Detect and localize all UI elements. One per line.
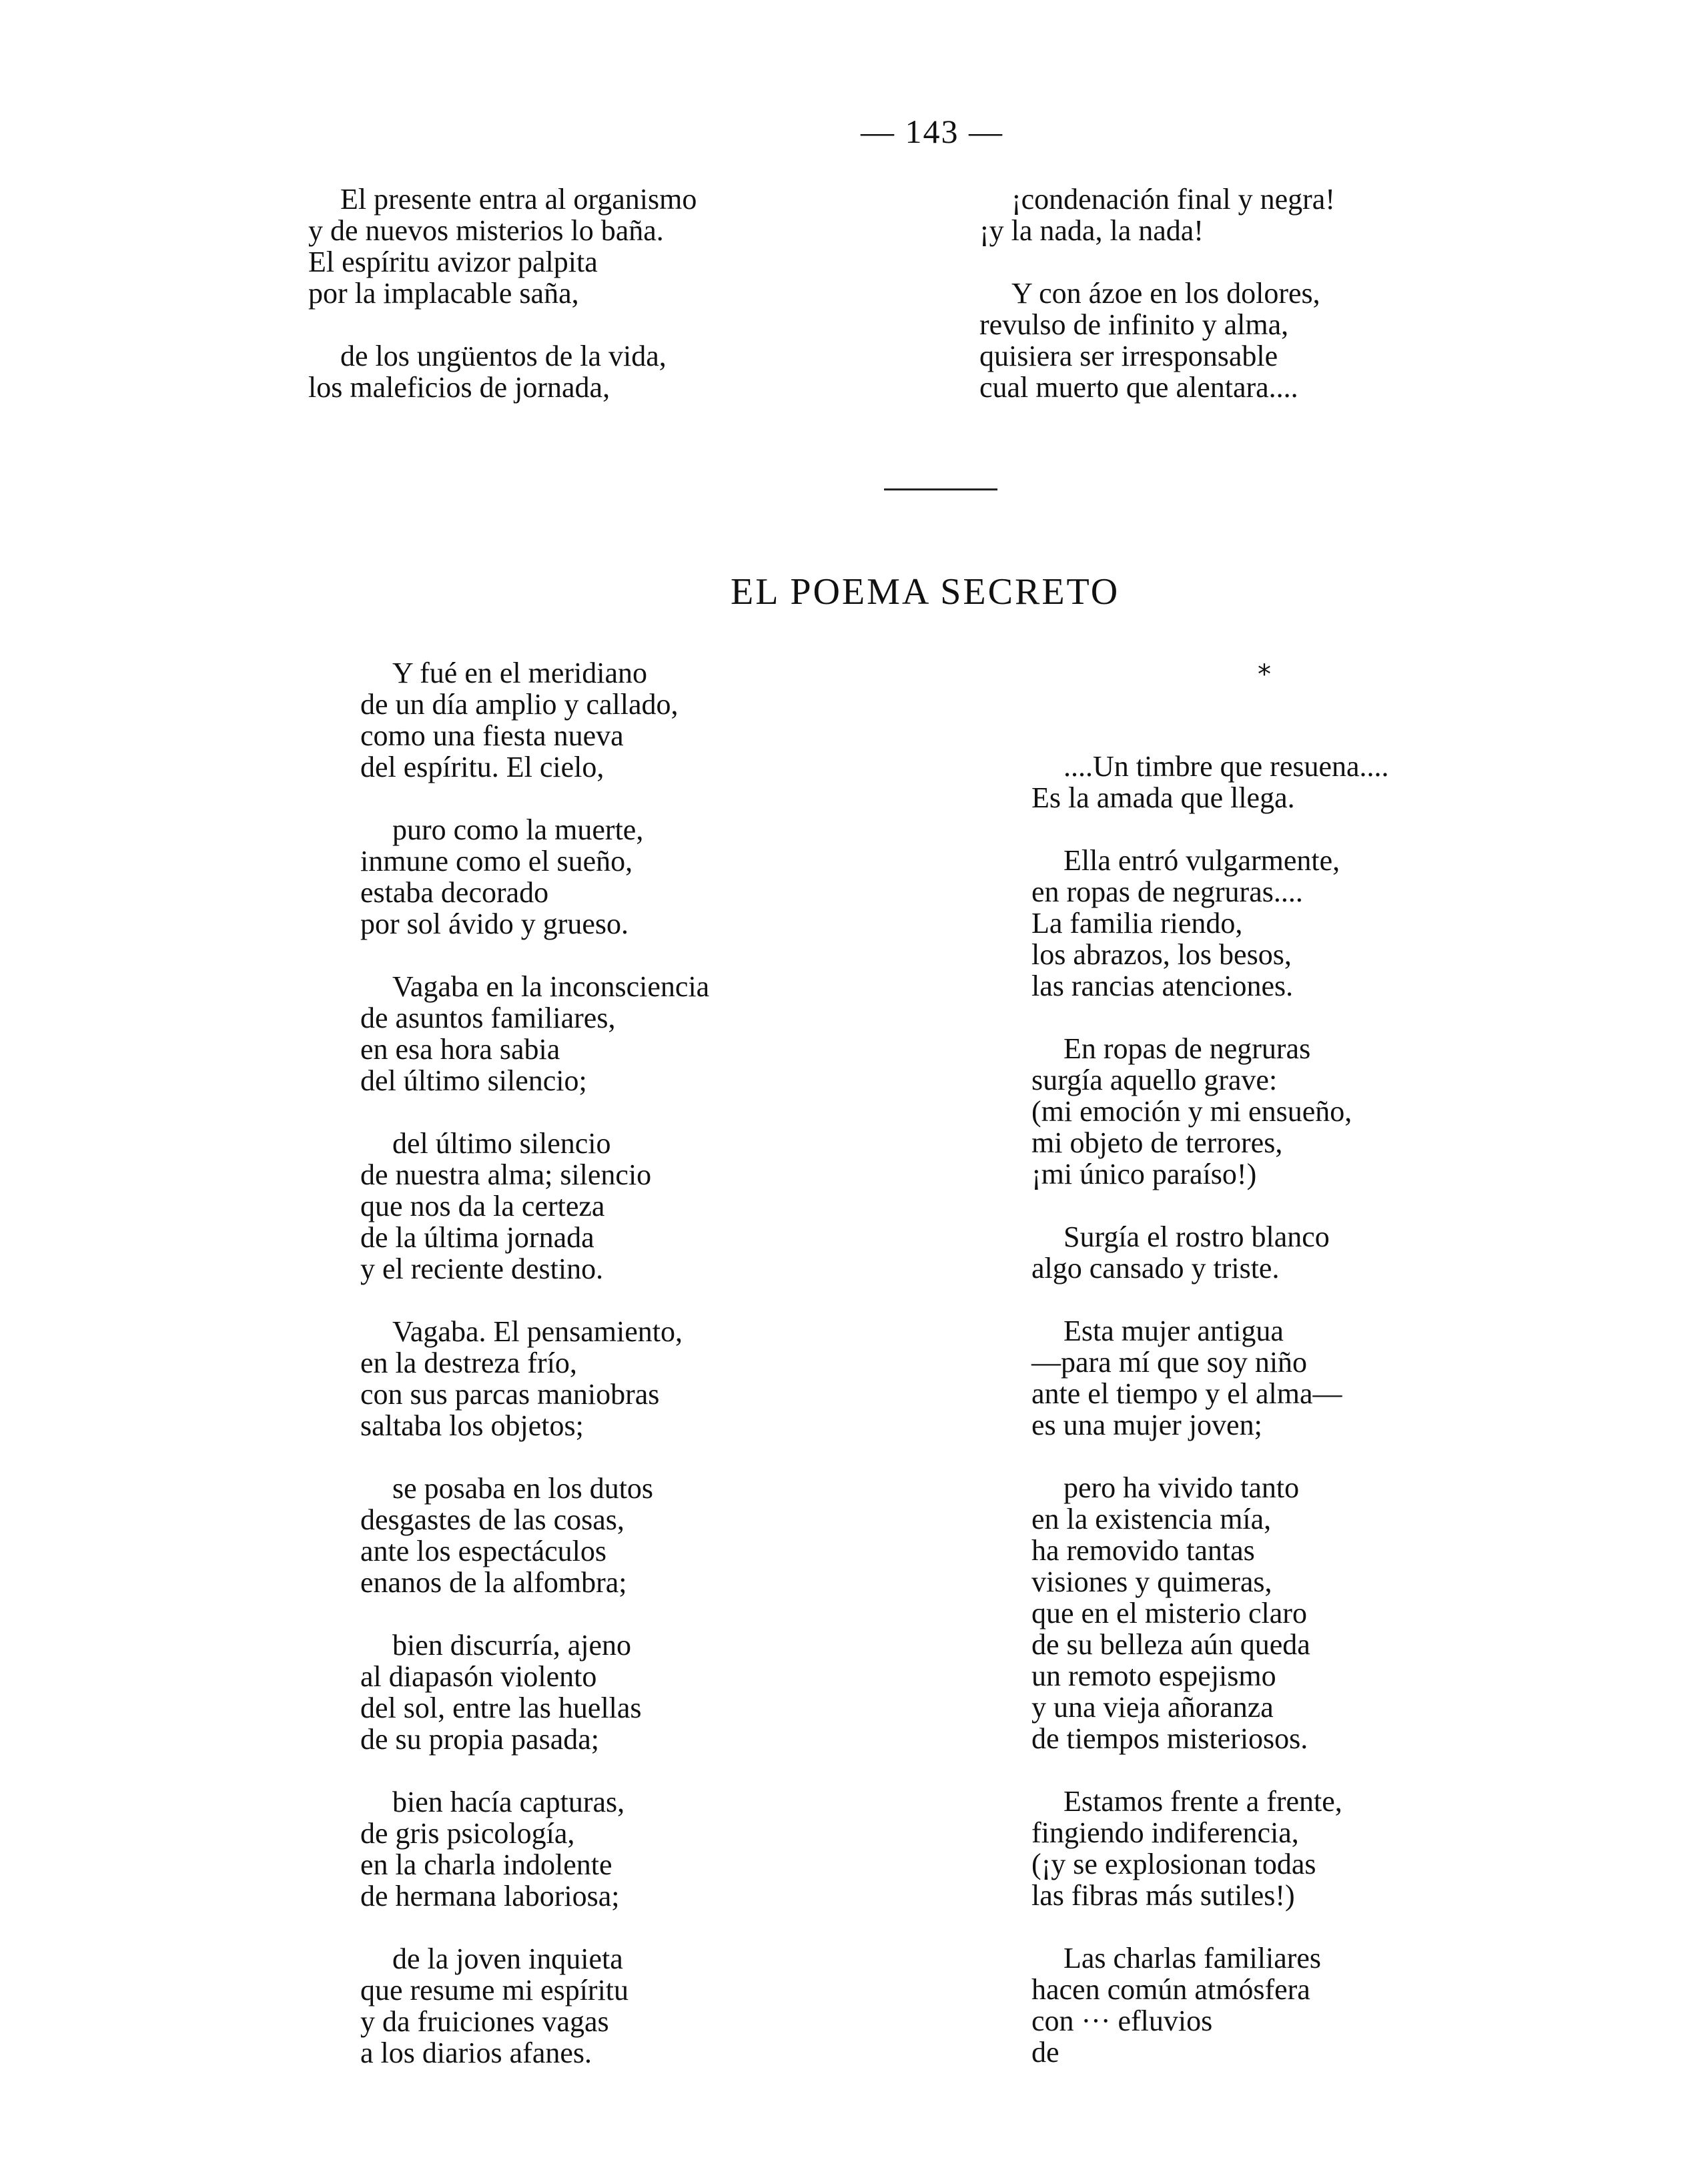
stanza xyxy=(1031,1033,1389,1190)
page-number: — 143 — xyxy=(861,113,1003,150)
stanza xyxy=(360,1786,709,1912)
verse-line: con ··· efluvios xyxy=(1031,2005,1213,2037)
poem-title: EL POEMA SECRETO xyxy=(731,571,1120,613)
verse-line: desgastes de las cosas, xyxy=(360,1503,624,1536)
verse-line: cual muerto que alentara.... xyxy=(979,371,1298,404)
verse-line: de hermana laboriosa; xyxy=(360,1880,620,1912)
verse-line: Es la amada que llega. xyxy=(1031,781,1295,814)
verse-line: ante el tiempo y el alma— xyxy=(1031,1377,1342,1410)
stanza xyxy=(979,184,1335,246)
verse-line: las fibras más sutiles!) xyxy=(1031,1879,1295,1912)
verse-line: algo cansado y triste. xyxy=(1031,1252,1280,1285)
poem-right-column xyxy=(1031,751,1389,2099)
verse-line: enanos de la alfombra; xyxy=(360,1566,627,1599)
verse-line: las rancias atenciones. xyxy=(1031,970,1294,1002)
stanza xyxy=(1031,1786,1389,1911)
section-divider xyxy=(884,488,997,490)
stanza xyxy=(1031,751,1389,813)
verse-line: hacen común atmósfera xyxy=(1031,1973,1310,2006)
verse-line: por sol ávido y grueso. xyxy=(360,907,629,940)
stanza xyxy=(308,184,697,309)
verse-line: bien discurría, ajeno xyxy=(392,1629,631,1662)
stanza xyxy=(360,1943,709,2069)
asterisk-ornament: * xyxy=(1258,659,1271,690)
verse-line: Esta mujer antigua xyxy=(1064,1315,1284,1347)
verse-line: puro como la muerte, xyxy=(392,813,644,846)
verse-line: ¡y la nada, la nada! xyxy=(979,214,1204,247)
stanza xyxy=(1031,845,1389,1002)
verse-line: se posaba en los dutos xyxy=(392,1472,654,1505)
verse-line: Surgía el rostro blanco xyxy=(1064,1220,1330,1253)
verse-line: en la charla indolente xyxy=(360,1848,612,1881)
verse-line: en ropas de negruras.... xyxy=(1031,875,1303,908)
verse-line: surgía aquello grave: xyxy=(1031,1064,1278,1096)
verse-line: de gris psicología, xyxy=(360,1817,575,1850)
verse-line: Vagaba en la inconsciencia xyxy=(392,970,710,1003)
verse-line: por la implacable saña, xyxy=(308,277,579,310)
verse-line: de asuntos familiares, xyxy=(360,1002,616,1034)
stanza xyxy=(979,278,1335,403)
verse-line: ....Un timbre que resuena.... xyxy=(1064,750,1389,783)
verse-line: ha removido tantas xyxy=(1031,1534,1255,1567)
verse-line: es una mujer joven; xyxy=(1031,1409,1262,1441)
verse-line: los maleficios de jornada, xyxy=(308,371,610,404)
verse-line: Vagaba. El pensamiento, xyxy=(392,1315,683,1348)
verse-line: Y con ázoe en los dolores, xyxy=(1011,277,1320,310)
verse-line: saltaba los objetos; xyxy=(360,1409,584,1442)
verse-line: un remoto espejismo xyxy=(1031,1660,1276,1692)
verse-line: mi objeto de terrores, xyxy=(1031,1126,1283,1159)
top-left-verse xyxy=(308,184,697,434)
stanza xyxy=(360,657,709,783)
verse-line: —para mí que soy niño xyxy=(1031,1346,1308,1379)
stanza xyxy=(360,1316,709,1441)
verse-line: de su belleza aún queda xyxy=(1031,1628,1310,1661)
verse-line: en la existencia mía, xyxy=(1031,1503,1272,1535)
verse-line: de la última jornada xyxy=(360,1221,594,1254)
stanza xyxy=(1031,1472,1389,1754)
verse-line: quisiera ser irresponsable xyxy=(979,340,1278,372)
verse-line: ¡condenación final y negra! xyxy=(1011,183,1335,216)
verse-line: en esa hora sabia xyxy=(360,1033,560,1066)
verse-line: (¡y se explosionan todas xyxy=(1031,1848,1316,1880)
verse-line: de los ungüentos de la vida, xyxy=(340,340,667,372)
verse-line: al diapasón violento xyxy=(360,1660,597,1693)
verse-line: y una vieja añoranza xyxy=(1031,1691,1274,1724)
verse-line: del último silencio; xyxy=(360,1064,587,1097)
verse-line: de su propia pasada; xyxy=(360,1723,599,1756)
verse-line: en la destreza frío, xyxy=(360,1347,577,1379)
verse-line: y el reciente destino. xyxy=(360,1252,604,1285)
stanza xyxy=(1031,1221,1389,1284)
verse-line: que resume mi espíritu xyxy=(360,1974,629,2007)
stanza xyxy=(360,1629,709,1755)
verse-line: de la joven inquieta xyxy=(392,1942,623,1975)
stanza xyxy=(360,971,709,1096)
verse-line: a los diarios afanes. xyxy=(360,2037,592,2069)
verse-line: de nuestra alma; silencio xyxy=(360,1158,652,1191)
verse-line: La familia riendo, xyxy=(1031,907,1243,940)
stanza xyxy=(360,1128,709,1285)
verse-line: Las charlas familiares xyxy=(1064,1942,1322,1974)
verse-line: estaba decorado xyxy=(360,876,549,909)
verse-line: fingiendo indiferencia, xyxy=(1031,1816,1299,1849)
verse-line: visiones y quimeras, xyxy=(1031,1565,1272,1598)
verse-line: pero ha vivido tanto xyxy=(1064,1471,1300,1504)
verse-line: del espíritu. El cielo, xyxy=(360,751,604,783)
verse-line: En ropas de negruras xyxy=(1064,1032,1311,1065)
poem-left-column xyxy=(360,657,709,2100)
verse-line: (mi emoción y mi ensueño, xyxy=(1031,1095,1352,1128)
verse-line: y da fruiciones vagas xyxy=(360,2005,609,2038)
verse-line: revulso de infinito y alma, xyxy=(979,308,1289,341)
verse-line: El presente entra al organismo xyxy=(340,183,697,216)
verse-line: que nos da la certeza xyxy=(360,1190,605,1222)
top-right-verse xyxy=(979,184,1335,434)
verse-line: que en el misterio claro xyxy=(1031,1597,1307,1629)
verse-line: inmune como el sueño, xyxy=(360,845,633,877)
verse-line: bien hacía capturas, xyxy=(392,1786,625,1818)
stanza xyxy=(360,1473,709,1598)
verse-line: ante los espectáculos xyxy=(360,1535,606,1567)
verse-line: del sol, entre las huellas xyxy=(360,1692,642,1724)
verse-line: Y fué en el meridiano xyxy=(392,657,647,689)
stanza xyxy=(1031,1315,1389,1441)
stanza xyxy=(1031,1942,1389,2068)
verse-line: de un día amplio y callado, xyxy=(360,688,679,721)
verse-line: con sus parcas maniobras xyxy=(360,1378,660,1411)
stanza xyxy=(308,340,697,403)
verse-line: ¡mi único paraíso!) xyxy=(1031,1158,1257,1190)
verse-line: de xyxy=(1031,2036,1059,2069)
verse-line: como una fiesta nueva xyxy=(360,719,624,752)
stanza xyxy=(360,814,709,940)
verse-line: Estamos frente a frente, xyxy=(1064,1785,1342,1818)
verse-line: los abrazos, los besos, xyxy=(1031,938,1292,971)
verse-line: El espíritu avizor palpita xyxy=(308,246,598,278)
verse-line: Ella entró vulgarmente, xyxy=(1064,844,1340,877)
verse-line: y de nuevos misterios lo baña. xyxy=(308,214,664,247)
verse-line: de tiempos misteriosos. xyxy=(1031,1722,1308,1755)
verse-line: del último silencio xyxy=(392,1127,611,1160)
